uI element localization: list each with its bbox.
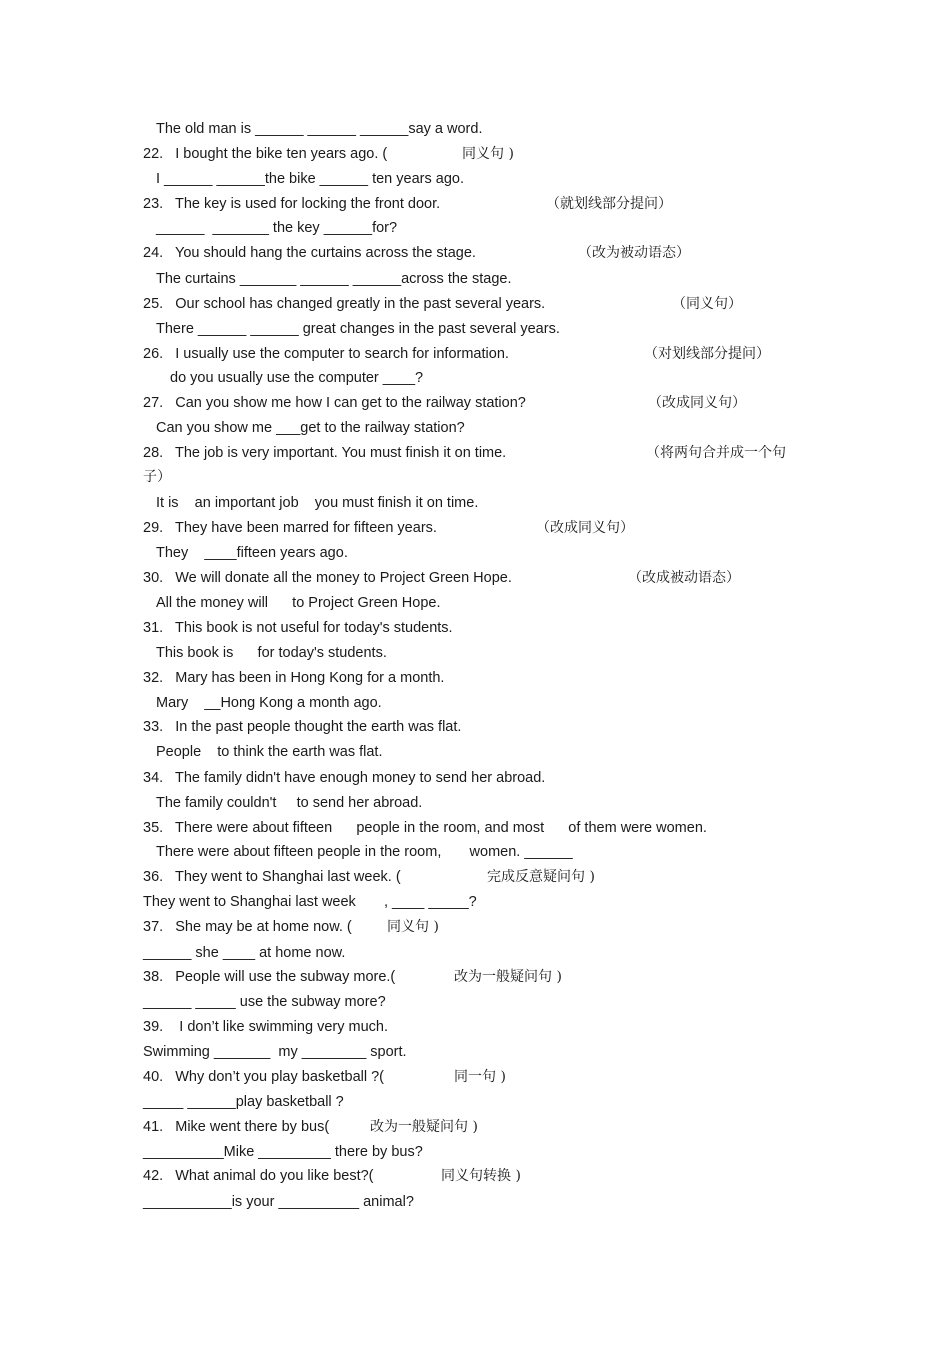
answer-line-30: All the money will to Project Green Hope.: [156, 595, 441, 611]
answer-line-36: They went to Shanghai last week , ____ _____?: [143, 894, 477, 910]
question-36: 36. They went to Shanghai last week. (: [143, 869, 401, 885]
question-38: 38. People will use the subway more.(: [143, 969, 396, 985]
instruction-36: 完成反意疑问句 ): [487, 869, 595, 885]
answer-line-32: Mary __Hong Kong a month ago.: [156, 695, 382, 711]
answer-line-21: The old man is ______ ______ ______say a word.: [156, 121, 483, 137]
answer-line-40: _____ ______play basketball ?: [143, 1094, 344, 1110]
question-41: 41. Mike went there by bus(: [143, 1119, 330, 1135]
question-35: 35. There were about fifteen people in the room, and most of them were women.: [143, 820, 707, 836]
question-33: 33. In the past people thought the earth was flat.: [143, 719, 462, 735]
instruction-29: （改成同义句）: [536, 520, 634, 536]
instruction-41: 改为一般疑问句 ): [370, 1119, 478, 1135]
answer-line-34: The family couldn't to send her abroad.: [156, 795, 423, 811]
answer-line-23: ______ _______ the key ______for?: [156, 220, 398, 236]
answer-line-31: This book is for today's students.: [156, 645, 387, 661]
question-40: 40. Why don’t you play basketball ?(: [143, 1069, 384, 1085]
instruction-38: 改为一般疑问句 ): [454, 969, 562, 985]
instruction-24: （改为被动语态）: [578, 245, 690, 261]
answer-line-24: The curtains _______ ______ ______across the stage.: [156, 271, 512, 287]
instruction-30: （改成被动语态）: [628, 570, 740, 586]
instruction-25: （同义句）: [672, 296, 742, 312]
answer-line-35: There were about fifteen people in the room, women. ______: [156, 844, 573, 860]
answer-line-42: ___________is your __________ animal?: [143, 1194, 414, 1210]
question-23: 23. The key is used for locking the front door.: [143, 196, 441, 212]
answer-line-22: I ______ ______the bike ______ ten years ago.: [156, 171, 464, 187]
instruction-23: （就划线部分提问）: [546, 196, 672, 212]
answer-line-27: Can you show me ___get to the railway station?: [156, 420, 465, 436]
answer-line-39: Swimming _______ my ________ sport.: [143, 1044, 407, 1060]
answer-line-37: ______ she ____ at home now.: [143, 945, 346, 961]
answer-line-29: They ____fifteen years ago.: [156, 545, 348, 561]
question-28: 28. The job is very important. You must finish it on time.: [143, 445, 507, 461]
question-29: 29. They have been marred for fifteen years.: [143, 520, 437, 536]
answer-line-33: People to think the earth was flat.: [156, 744, 383, 760]
question-34: 34. The family didn't have enough money to send her abroad.: [143, 770, 546, 786]
question-26: 26. I usually use the computer to search for information.: [143, 346, 509, 362]
instruction-28: （将两句合并成一个句: [646, 445, 786, 461]
question-31: 31. This book is not useful for today's students.: [143, 620, 453, 636]
question-24: 24. You should hang the curtains across the stage.: [143, 245, 476, 261]
question-22: 22. I bought the bike ten years ago. (: [143, 146, 388, 162]
instruction-28-cont: 子）: [143, 469, 171, 485]
instruction-22: 同义句 ): [462, 146, 514, 162]
instruction-37: 同义句 ): [387, 919, 439, 935]
question-32: 32. Mary has been in Hong Kong for a month.: [143, 670, 445, 686]
question-25: 25. Our school has changed greatly in the past several years.: [143, 296, 546, 312]
question-39: 39. I don’t like swimming very much.: [143, 1019, 388, 1035]
question-37: 37. She may be at home now. (: [143, 919, 352, 935]
instruction-40: 同一句 ): [454, 1069, 506, 1085]
instruction-42: 同义句转换 ): [441, 1168, 521, 1184]
question-30: 30. We will donate all the money to Project Green Hope.: [143, 570, 512, 586]
answer-line-28: It is an important job you must finish it on time.: [156, 495, 479, 511]
answer-line-41: __________Mike _________ there by bus?: [143, 1144, 423, 1160]
question-42: 42. What animal do you like best?(: [143, 1168, 374, 1184]
instruction-27: （改成同义句）: [648, 395, 746, 411]
question-27: 27. Can you show me how I can get to the railway station?: [143, 395, 526, 411]
answer-line-26: do you usually use the computer ____?: [170, 370, 424, 386]
answer-line-25: There ______ ______ great changes in the past several years.: [156, 321, 560, 337]
instruction-26: （对划线部分提问）: [644, 346, 770, 362]
answer-line-38: ______ _____ use the subway more?: [143, 994, 386, 1010]
